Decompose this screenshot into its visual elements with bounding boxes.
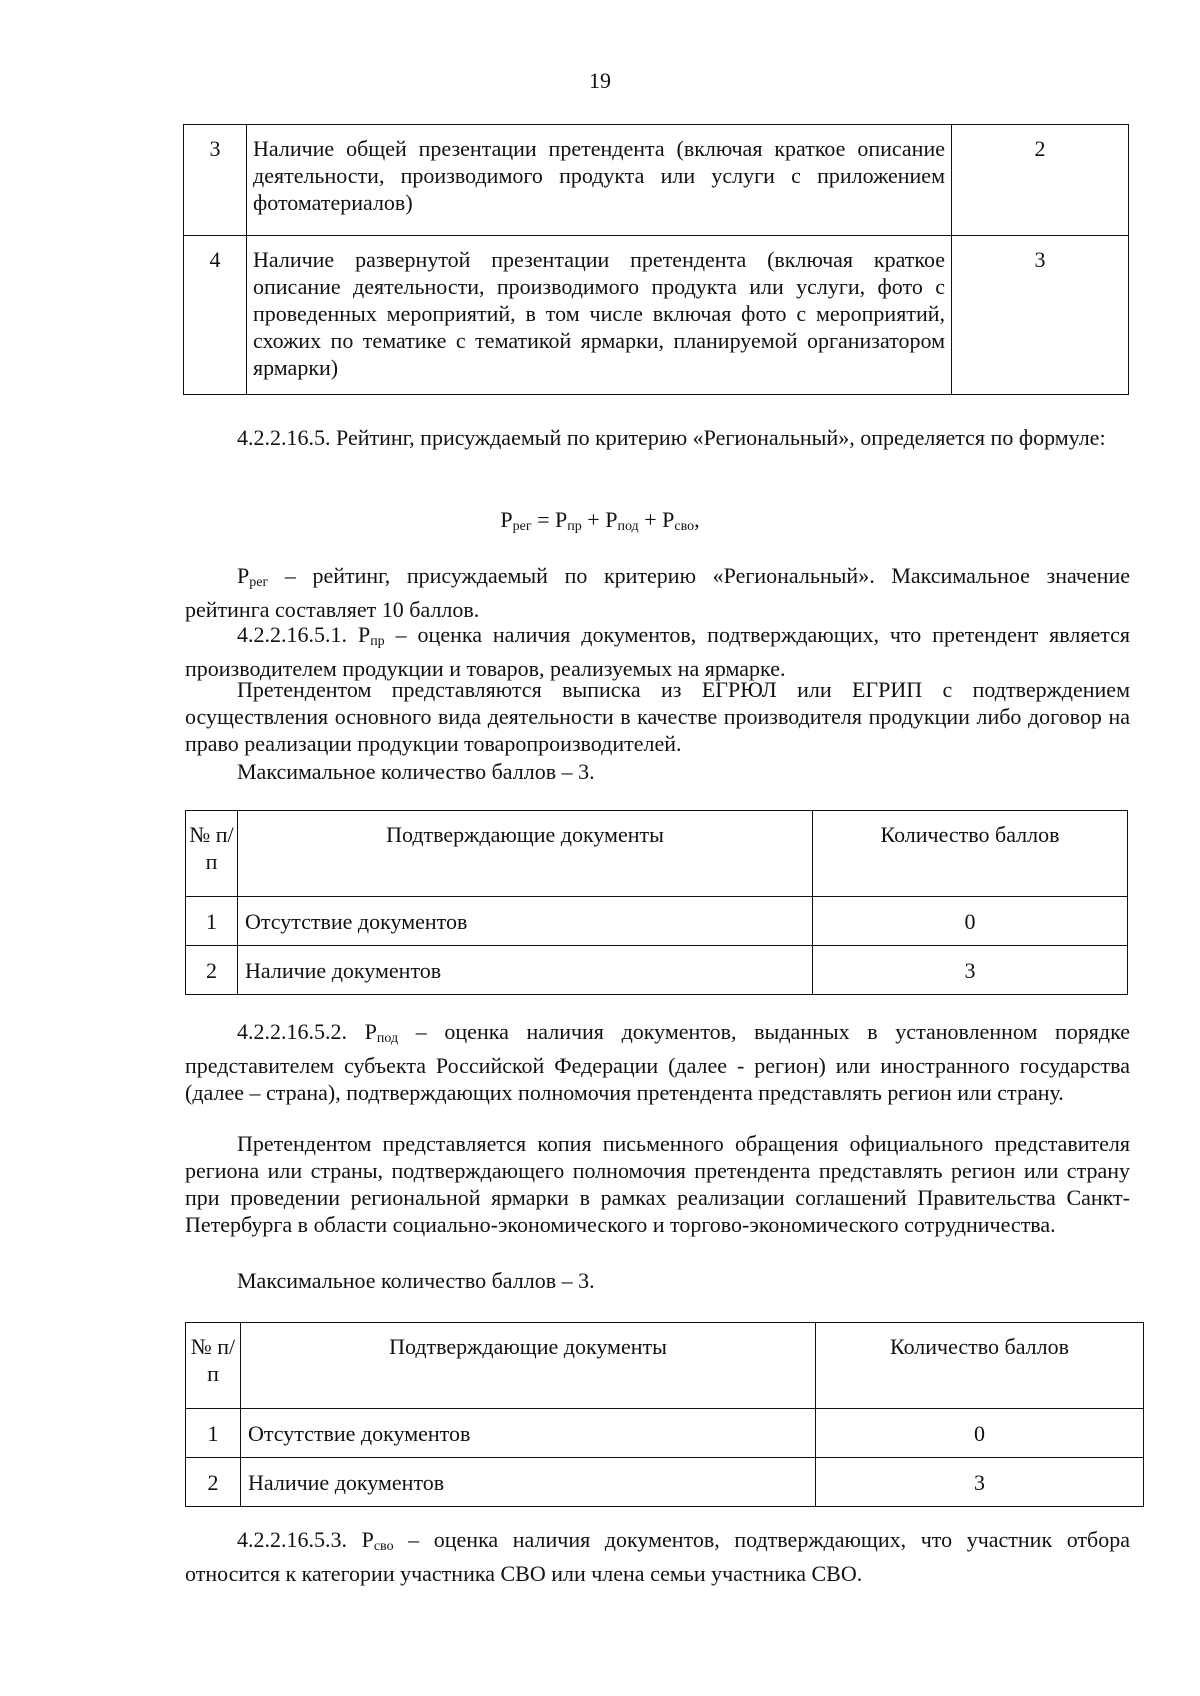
section-5-2-documents: Претендентом представляется копия письменного обращения официального представителя региона или страны, подтверждающего полномочия претендента представлять регион или страну при проведении региональной ярмарки в рамках реализации соглашений Правительства Санкт-Петербурга в области социально-экономического и торгово-экономического сотрудничества. xyxy=(185,1131,1130,1237)
row-number: 1 xyxy=(186,1409,241,1458)
formula-lhs-sub: рег xyxy=(512,519,532,534)
region-documents-table xyxy=(185,1322,1144,1507)
criterion-description: Наличие общей презентации претендента (включая краткое описание деятельности, производимого продукта или услуги с приложением фотоматериалов) xyxy=(247,125,952,236)
row-number: 1 xyxy=(186,897,238,946)
section-5-2 xyxy=(185,1018,1130,1106)
page-number: 19 xyxy=(589,68,611,93)
row-documents: Отсутствие документов xyxy=(241,1409,816,1458)
table-header-row xyxy=(186,1323,1144,1409)
formula-tail: , xyxy=(694,507,700,532)
formula-term-2: Р xyxy=(605,507,618,532)
section-5-1 xyxy=(185,621,1130,682)
criterion-points: 2 xyxy=(952,125,1129,236)
section-5-1-text: – оценка наличия документов, подтверждающих, что претендент является производителем продукции и товаров, реализуемых на ярмарке. xyxy=(185,622,1131,681)
row-documents: Наличие документов xyxy=(238,946,813,995)
formula-eq: = xyxy=(531,507,556,532)
row-documents: Отсутствие документов xyxy=(238,897,813,946)
table-row xyxy=(186,946,1128,995)
formula-term-2-sub: под xyxy=(617,519,639,534)
section-5-intro: 4.2.2.16.5. Рейтинг, присуждаемый по критерию «Региональный», определяется по формуле: xyxy=(237,425,1106,450)
row-number: 4 xyxy=(184,236,247,395)
row-points: 0 xyxy=(813,897,1128,946)
header-documents: Подтверждающие документы xyxy=(241,1323,816,1409)
definition-symbol-sub: рег xyxy=(249,575,269,590)
formula-term-1-sub: пр xyxy=(567,519,582,534)
formula-term-3: Р xyxy=(662,507,675,532)
presentation-criteria-table xyxy=(183,124,1129,395)
header-points: Количество баллов xyxy=(816,1323,1144,1409)
section-5-2-symbol-sub: под xyxy=(376,1031,399,1046)
table-row xyxy=(184,125,1129,236)
header-documents: Подтверждающие документы xyxy=(238,811,813,897)
section-5-3-text: – оценка наличия документов, подтверждающих, что участник отбора относится к категории участника СВО или члена семьи участника СВО. xyxy=(185,1527,1131,1586)
section-5-3-symbol: Р xyxy=(361,1527,374,1552)
formula-plus-1: + xyxy=(581,507,606,532)
formula-term-3-sub: сво xyxy=(674,519,695,534)
section-5-2-text: – оценка наличия документов, выданных в установленном порядке представителем субъекта Российской Федерации (далее - регион) или иностранного государства (далее – страна), подтверждающих полномочия претендента представлять регион или страну. xyxy=(185,1019,1131,1105)
section-5-3 xyxy=(185,1526,1130,1587)
formula-plus-2: + xyxy=(638,507,663,532)
row-points: 3 xyxy=(813,946,1128,995)
table-row xyxy=(186,897,1128,946)
row-number: 3 xyxy=(184,125,247,236)
table-row xyxy=(186,1458,1144,1507)
row-number: 2 xyxy=(186,946,238,995)
section-5-2-number: 4.2.2.16.5.2. xyxy=(237,1019,365,1044)
table-header-row xyxy=(186,811,1128,897)
formula-term-1: Р xyxy=(555,507,568,532)
table-row xyxy=(186,1409,1144,1458)
section-5-3-symbol-sub: сво xyxy=(373,1539,394,1554)
section-5-3-number: 4.2.2.16.5.3. xyxy=(237,1527,362,1552)
definition-symbol: Р xyxy=(237,563,250,588)
row-number: 2 xyxy=(186,1458,241,1507)
section-5-1-max: Максимальное количество баллов – 3. xyxy=(237,759,595,784)
section-5-1-symbol-sub: пр xyxy=(370,634,385,649)
section-5-1-documents: Претендентом представляются выписка из ЕГРЮЛ или ЕГРИП с подтверждением осуществления основного вида деятельности в качестве производителя продукции либо договор на право реализации продукции товаропроизводителей. xyxy=(185,677,1130,756)
header-number: № п/п xyxy=(186,1323,241,1409)
row-documents: Наличие документов xyxy=(241,1458,816,1507)
row-points: 0 xyxy=(816,1409,1144,1458)
header-points: Количество баллов xyxy=(813,811,1128,897)
formula-lhs: Р xyxy=(500,507,513,532)
table-row xyxy=(184,236,1129,395)
rating-formula xyxy=(0,507,1200,535)
row-points: 3 xyxy=(816,1458,1144,1507)
producer-documents-table xyxy=(185,810,1128,995)
section-5-2-max: Максимальное количество баллов – 3. xyxy=(237,1268,595,1293)
rating-definition xyxy=(185,562,1130,623)
section-5-2-symbol: Р xyxy=(364,1019,377,1044)
criterion-points: 3 xyxy=(952,236,1129,395)
criterion-description: Наличие развернутой презентации претендента (включая краткое описание деятельности, производимого продукта или услуги, фото с проведенных мероприятий, в том числе включая фото с мероприятий, схожих по тематике с тематикой ярмарки, планируемой организатором ярмарки) xyxy=(247,236,952,395)
section-5-1-symbol: Р xyxy=(357,622,371,647)
header-number: № п/п xyxy=(186,811,238,897)
section-5-1-number: 4.2.2.16.5.1. xyxy=(237,622,358,647)
definition-text: – рейтинг, присуждаемый по критерию «Региональный». Максимальное значение рейтинга составляет 10 баллов. xyxy=(185,563,1130,622)
